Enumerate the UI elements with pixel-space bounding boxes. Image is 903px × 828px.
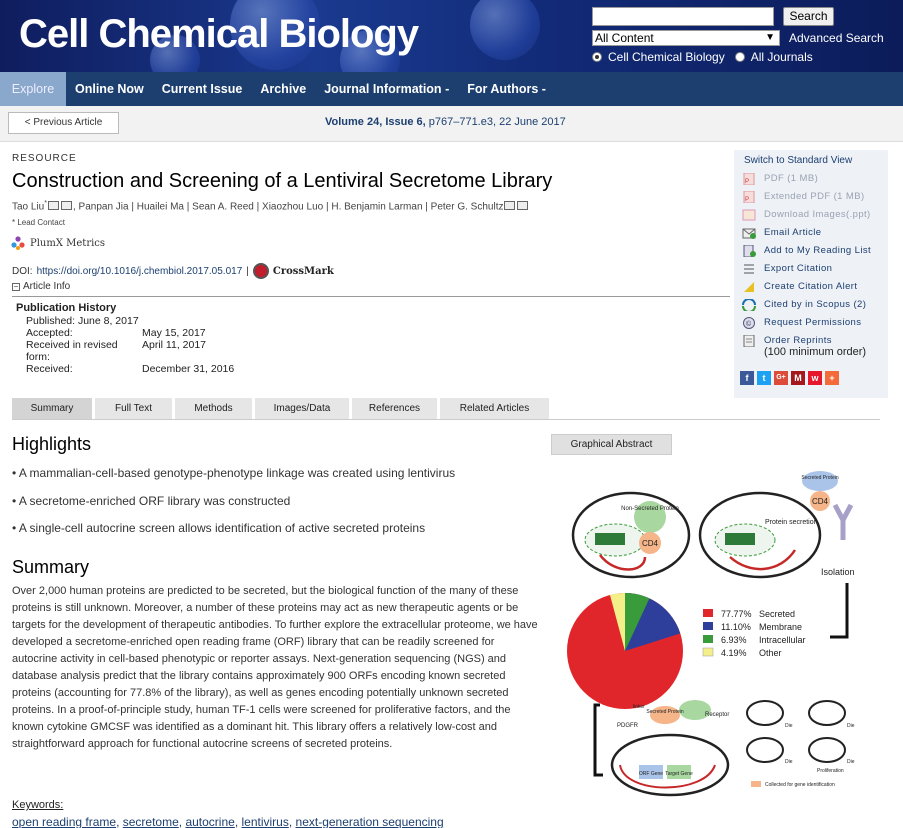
nav-for-authors[interactable] bbox=[458, 72, 555, 106]
history-label: Received in revised form: bbox=[26, 339, 118, 363]
nav-journal-information-label: Journal Information bbox=[324, 82, 442, 96]
sidebar-item-label: Export Citation bbox=[764, 263, 833, 274]
image-download-icon bbox=[742, 209, 756, 221]
ga-label: Collected for gene identification bbox=[765, 782, 835, 788]
doi-label: DOI: bbox=[12, 265, 33, 277]
sidebar-item-label: Extended PDF (1 MB) bbox=[764, 191, 865, 202]
ga-label: CD4 bbox=[641, 539, 659, 548]
sidebar-item-label: Download Images(.ppt) bbox=[764, 209, 871, 220]
ga-label: ORF Gene bbox=[638, 771, 664, 777]
highlights-heading: Highlights bbox=[12, 434, 92, 454]
email-icon[interactable] bbox=[517, 201, 528, 210]
sidebar-item-label: Cited by in Scopus (2) bbox=[764, 299, 867, 310]
search-journal-scope bbox=[592, 50, 817, 64]
plumx-icon bbox=[11, 236, 25, 250]
divider bbox=[12, 296, 730, 297]
legend-pct: 4.19% bbox=[721, 648, 747, 658]
ga-label: linker bbox=[633, 704, 645, 710]
article-toolbar bbox=[0, 106, 903, 142]
extended-pdf-download[interactable] bbox=[742, 191, 871, 209]
keyword-link[interactable]: autocrine bbox=[185, 815, 235, 828]
tabs-underline bbox=[12, 419, 880, 420]
author-link[interactable]: Panpan Jia bbox=[78, 201, 129, 213]
ga-label: Target Gene bbox=[665, 771, 693, 777]
article-type: RESOURCE bbox=[12, 153, 77, 164]
author-link[interactable]: Peter G. Schultz bbox=[430, 201, 504, 213]
legend-name: Intracellular bbox=[759, 635, 806, 645]
keyword-link[interactable]: secretome bbox=[122, 815, 179, 828]
legend-pct: 77.77% bbox=[721, 609, 752, 619]
advanced-search-link[interactable]: Advanced Search bbox=[789, 31, 884, 45]
author-list: Tao Liu* , Panpan Jia | Huailei Ma | Sean A. Reed | Xiaozhou Luo | H. Benjamin Larman | Peter G. Schultz bbox=[12, 200, 529, 212]
svg-text:P: P bbox=[745, 197, 750, 203]
main-nav bbox=[0, 72, 903, 106]
sidebar-item-label: Add to My Reading List bbox=[764, 245, 872, 256]
journal-title-logo[interactable]: Cell Chemical Biology bbox=[19, 12, 419, 56]
svg-text:©: © bbox=[746, 321, 752, 328]
ga-pie-chart bbox=[567, 593, 683, 709]
radio-cell-chemical-biology[interactable] bbox=[592, 52, 602, 62]
legend-pct: 6.93% bbox=[721, 635, 747, 645]
more-share-icon[interactable]: + bbox=[825, 371, 839, 385]
weibo-icon[interactable]: w bbox=[808, 371, 822, 385]
author-info-icon[interactable] bbox=[504, 201, 515, 210]
author-link[interactable]: H. Benjamin Larman bbox=[331, 201, 423, 213]
history-row bbox=[16, 327, 234, 339]
legend-swatch bbox=[703, 622, 713, 630]
ga-antibody bbox=[835, 505, 851, 540]
tab-summary[interactable]: Summary bbox=[12, 398, 92, 419]
doi-row bbox=[12, 263, 334, 279]
ga-label: Receptor bbox=[705, 712, 730, 718]
tab-related-articles[interactable]: Related Articles bbox=[440, 398, 549, 419]
ga-label: Protein secretion bbox=[765, 519, 818, 526]
svg-text:P: P bbox=[745, 179, 750, 185]
ga-dna-block bbox=[725, 533, 755, 545]
article-tools-list bbox=[742, 173, 871, 365]
email-icon[interactable] bbox=[61, 201, 72, 210]
published-date: Published: June 8, 2017 bbox=[26, 315, 139, 327]
history-value: December 31, 2016 bbox=[142, 363, 235, 375]
ga-label: Die bbox=[785, 723, 793, 729]
chevron-down-icon: - bbox=[541, 82, 546, 96]
collapse-icon: − bbox=[13, 282, 19, 291]
pdf-download[interactable] bbox=[742, 173, 871, 191]
ga-label: Secreted Protein bbox=[646, 709, 684, 715]
keyword-link[interactable]: lentivirus bbox=[241, 815, 289, 828]
tab-images-data[interactable]: Images/Data bbox=[255, 398, 349, 419]
history-value: April 11, 2017 bbox=[142, 339, 207, 351]
reprints-note: (100 minimum order) bbox=[764, 346, 867, 358]
keywords-list: open reading frame, secretome, autocrine, lentivirus, next-generation sequencing bbox=[12, 815, 444, 828]
ga-label: Die bbox=[785, 759, 793, 765]
scopus-icon bbox=[742, 299, 756, 311]
ga-label: CD4 bbox=[811, 497, 829, 506]
tab-full-text[interactable]: Full Text bbox=[95, 398, 172, 419]
sidebar-item-label: Order Reprints bbox=[764, 335, 832, 346]
cited-by-scopus[interactable] bbox=[742, 299, 871, 317]
summary-heading: Summary bbox=[12, 557, 90, 577]
tab-methods[interactable]: Methods bbox=[175, 398, 252, 419]
highlight-item: • A secretome-enriched ORF library was constructed bbox=[12, 494, 291, 508]
nav-online-now[interactable]: Online Now bbox=[75, 82, 144, 96]
graphical-abstract-button[interactable]: Graphical Abstract bbox=[551, 434, 672, 455]
download-images[interactable] bbox=[742, 209, 871, 227]
ga-arrow bbox=[830, 583, 847, 637]
summary-text: Over 2,000 human proteins are predicted to be secreted, but the biological function of the many of these proteins is still unknown. Moreover, a number of these proteins may act as new therapeutic agents or be targets for the development of therapeutic antibodies. To further explore the extracellular proteome, we have developed a secretome-enriched open reading frame (ORF) library that can be readily screened for autocrine activity in cell-based phenotypic or reporter assays. Next-generation sequencing (NGS) and database analysis predict that the library contains approximately 900 ORFs encoding known secreted proteins (accounting for 77.8% of the library), as well as genes encoding potentially unknown secreted proteins. In a proof-of-principle study, human TF-1 cells were screened for proliferative factors, and the known cytokine GMCSF was identified as a dominant hit. This library offers a relatively low-cost and straightforward approach for functional autocrine screens of secreted proteins. bbox=[12, 585, 538, 750]
ga-arrow bbox=[595, 705, 603, 775]
history-label: Accepted: bbox=[26, 327, 73, 339]
legend-pct: 11.10% bbox=[721, 622, 751, 632]
author-info-icon[interactable] bbox=[48, 201, 59, 210]
chevron-down-icon: - bbox=[445, 82, 450, 96]
export-citation[interactable] bbox=[742, 263, 871, 281]
legend-name: Membrane bbox=[759, 622, 803, 632]
search-button[interactable]: Search bbox=[783, 7, 834, 26]
radio-label-all-journals: All Journals bbox=[750, 50, 813, 64]
ga-label: Non-Secreted Protein bbox=[621, 506, 679, 512]
article-info-label: Article Info bbox=[23, 281, 71, 292]
googleplus-icon[interactable]: G+ bbox=[774, 371, 788, 385]
history-row bbox=[16, 339, 234, 363]
radio-label-cell-chemical-biology: Cell Chemical Biology bbox=[608, 50, 725, 64]
ga-small-cell bbox=[747, 738, 783, 762]
doi-link[interactable]: https://doi.org/10.1016/j.chembiol.2017.05.017 bbox=[36, 265, 243, 277]
reprints-icon bbox=[742, 335, 756, 347]
pdf-icon bbox=[742, 173, 756, 185]
author-link[interactable]: Sean A. Reed bbox=[192, 201, 254, 213]
publication-history bbox=[16, 302, 234, 375]
graphical-abstract-figure[interactable] bbox=[555, 465, 880, 825]
article-tools-sidebar bbox=[734, 150, 888, 398]
publication-history-heading: Publication History bbox=[16, 302, 117, 314]
history-value: May 15, 2017 bbox=[142, 327, 206, 339]
pages-date: p767–771.e3, 22 June 2017 bbox=[425, 116, 566, 128]
crossmark-icon[interactable] bbox=[253, 263, 269, 279]
ga-label: Die bbox=[847, 723, 855, 729]
email-article[interactable] bbox=[742, 227, 871, 245]
author-link[interactable]: Huailei Ma bbox=[136, 201, 184, 213]
alert-icon bbox=[742, 281, 756, 293]
ga-dna-block bbox=[595, 533, 625, 545]
legend-name: Secreted bbox=[759, 609, 796, 619]
previous-article-button[interactable]: < Previous Article bbox=[8, 112, 119, 134]
crossmark-label[interactable]: CrossMark bbox=[272, 265, 334, 277]
sidebar-item-label: Request Permissions bbox=[764, 317, 862, 328]
switch-view-link[interactable]: Switch to Standard View bbox=[744, 155, 853, 166]
banner-molecule-graphic bbox=[470, 0, 540, 60]
email-icon bbox=[742, 227, 756, 239]
highlight-item: • A mammalian-cell-based genotype-phenotype linkage was created using lentivirus bbox=[12, 466, 456, 480]
ga-small-cell bbox=[809, 738, 845, 762]
sidebar-item-label: Email Article bbox=[764, 227, 822, 238]
article-title: Construction and Screening of a Lentiviral Secretome Library bbox=[12, 170, 553, 192]
legend-name: Other bbox=[759, 648, 782, 658]
ga-label: Proliferation bbox=[817, 768, 844, 774]
ga-label: Die bbox=[847, 759, 855, 765]
search-input[interactable] bbox=[592, 7, 774, 26]
order-reprints-text bbox=[764, 335, 866, 358]
search-scope-value: All Content bbox=[595, 31, 654, 45]
nav-for-authors-label: For Authors bbox=[467, 82, 539, 96]
doi-separator: | bbox=[246, 265, 249, 277]
ga-small-cell bbox=[809, 701, 845, 725]
create-citation-alert[interactable] bbox=[742, 281, 871, 299]
keywords-label: Keywords: bbox=[12, 799, 64, 811]
ga-small-cells bbox=[747, 701, 855, 788]
chevron-down-icon: ▼ bbox=[765, 32, 775, 43]
keyword-link[interactable]: next-generation sequencing bbox=[295, 815, 444, 828]
reading-list-icon bbox=[742, 245, 756, 257]
share-buttons bbox=[740, 371, 839, 385]
keyword-link[interactable]: open reading frame bbox=[12, 815, 117, 828]
mendeley-icon[interactable]: M bbox=[791, 371, 805, 385]
volume-issue: Volume 24, Issue 6, bbox=[325, 116, 426, 128]
legend-swatch bbox=[703, 609, 713, 617]
lead-contact-note: * Lead Contact bbox=[12, 218, 65, 227]
facebook-icon[interactable]: f bbox=[740, 371, 754, 385]
journal-banner bbox=[0, 0, 903, 72]
ga-label: PDGFR bbox=[617, 723, 638, 729]
author-link[interactable]: Xiaozhou Luo bbox=[262, 201, 324, 213]
sidebar-item-label: Create Citation Alert bbox=[764, 281, 858, 292]
nav-journal-information[interactable] bbox=[315, 72, 458, 106]
order-reprints[interactable] bbox=[742, 335, 871, 365]
tab-references[interactable]: References bbox=[352, 398, 437, 419]
plumx-metrics[interactable] bbox=[11, 236, 105, 250]
history-row bbox=[16, 363, 234, 375]
add-reading-list[interactable] bbox=[742, 245, 871, 263]
export-icon bbox=[742, 263, 756, 275]
nav-archive[interactable]: Archive bbox=[260, 82, 307, 96]
history-label: Received: bbox=[26, 363, 73, 375]
nav-explore[interactable]: Explore bbox=[0, 72, 66, 106]
permissions-icon bbox=[742, 317, 756, 329]
author-link[interactable]: Tao Liu bbox=[12, 201, 45, 213]
article-tabs bbox=[12, 398, 549, 419]
radio-all-journals[interactable] bbox=[735, 52, 745, 62]
legend-swatch bbox=[703, 648, 713, 656]
ga-collected-swatch bbox=[751, 781, 761, 787]
highlight-item: • A single-cell autocrine screen allows identification of active secreted proteins bbox=[12, 521, 426, 535]
article-info-toggle[interactable] bbox=[12, 281, 70, 292]
nav-current-issue[interactable]: Current Issue bbox=[161, 82, 243, 96]
twitter-icon[interactable]: t bbox=[757, 371, 771, 385]
ga-small-cell bbox=[747, 701, 783, 725]
plumx-label: PlumX Metrics bbox=[30, 237, 106, 249]
ga-label: Isolation bbox=[821, 567, 855, 577]
ga-secreted-protein bbox=[802, 471, 838, 491]
ga-pie-legend bbox=[703, 609, 806, 658]
issue-citation[interactable] bbox=[325, 116, 566, 128]
sidebar-item-label: PDF (1 MB) bbox=[764, 173, 819, 184]
pdf-icon bbox=[742, 191, 756, 203]
legend-swatch bbox=[703, 635, 713, 643]
request-permissions[interactable] bbox=[742, 317, 871, 335]
search-scope-select[interactable] bbox=[592, 30, 780, 46]
ga-label: Secreted Protein bbox=[801, 475, 839, 481]
